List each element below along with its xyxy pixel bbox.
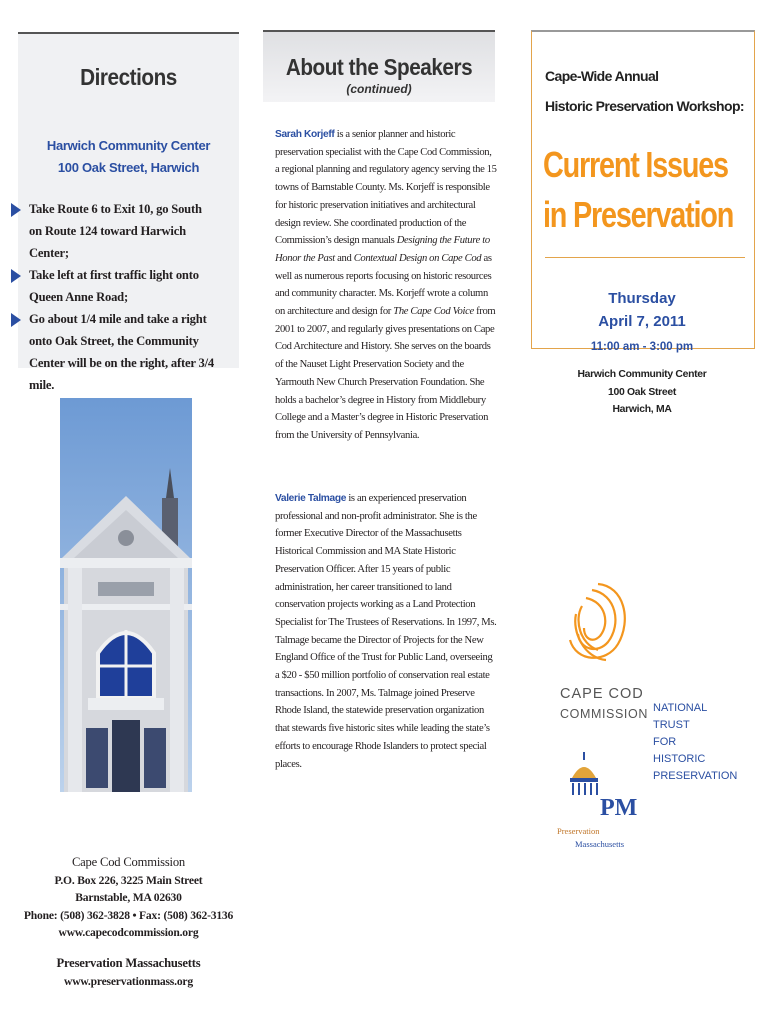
org-website-link[interactable]: www.preservationmass.org <box>64 974 193 988</box>
directions-step: Take left at first traffic light onto Queen Anne Road; <box>9 264 217 308</box>
event-series-line: Historic Preservation Workshop: <box>545 98 744 114</box>
pm-logo-mark: PM <box>600 795 638 821</box>
speakers-title: About the Speakers <box>285 54 473 80</box>
capitol-dome-icon <box>568 752 600 796</box>
event-day: Thursday <box>608 290 676 307</box>
contact-block-pm <box>18 955 239 990</box>
community-center-photo <box>60 398 192 792</box>
org-name: Preservation Massachusetts <box>56 956 201 970</box>
event-series-line: Cape-Wide Annual <box>545 68 659 84</box>
event-title: in Preservation <box>543 194 734 235</box>
org-name: Cape Cod Commission <box>71 855 186 869</box>
contact-block-ccc <box>18 854 239 942</box>
divider <box>545 257 745 258</box>
venue-line: Harwich Community Center <box>577 369 707 380</box>
speaker-bio: Valerie Talmage is an experienced preservation professional and non-profit administrator. She is the former Executive Director of the Massachusetts Historical Commission and MA State Historic Preservation Officer. After 15 years of public administration, her career transitioned to land conservation projects working as a Land Protection Specialist for The Trustees of Reservations. In 1997, Ms. Talmage became the Director of Projects for the New England Office of the Trust for Public Land, overseeing a $20 - $50 million portfolio of conservation real estate transactions. In 2007, Ms. Talmage joined Preserve Rhode Island, the statewide preservation organization that stewards five historic sites while leading the state’s efforts to encourage Rhode Islanders to protect special places. <box>275 493 497 770</box>
org-address-line: Barnstable, MA 02630 <box>75 891 182 904</box>
arrow-right-icon <box>11 313 21 327</box>
directions-steps <box>9 198 217 396</box>
event-time: 11:00 am - 3:00 pm <box>590 341 694 353</box>
venue-line: 100 Oak Street <box>607 387 676 398</box>
directions-location-name: Harwich Community Center <box>46 138 211 153</box>
speaker-name: Valerie Talmage <box>275 493 347 504</box>
org-address-line: P.O. Box 226, 3225 Main Street <box>54 873 203 887</box>
speaker-bio: Sarah Korjeff is a senior planner and historic preservation specialist with the Cape Cod Commission, a regional planning and regulatory agency serving the 15 towns of Barnstable County. Ms. Korjeff is responsible for historic preservation initiatives and architectural design review. She coordinated production of the Commission’s design manuals Designing the Future to Honor the Past and Contextual Design on Cape Cod as well as numerous reports focusing on historic resources and community character. Ms. Korjeff wrote a column on architecture and design for The Cape Cod Voice from 2001 to 2007, and regularly gives presentations on Cape Cod Architecture and History. She serves on the boards of the Nauset Light Preservation Society and the Yarmouth New Church Preservation Foundation. She holds a bachelor’s degree in History from Middlebury College and a Master’s degree in Historic Preservation from the University of Pennsylvania. <box>275 129 497 441</box>
arrow-right-icon <box>11 269 21 283</box>
ccc-swirl-icon <box>562 580 634 672</box>
event-date: April 7, 2011 <box>598 313 686 330</box>
org-phone: Phone: (508) 362-3828 • Fax: (508) 362-3136 <box>23 908 234 922</box>
directions-step: Take Route 6 to Exit 10, go South on Route 124 toward Harwich Center; <box>9 198 217 264</box>
speaker-name: Sarah Korjeff <box>275 129 335 140</box>
ccc-logo-text: COMMISSION <box>560 707 648 721</box>
event-title: Current Issues <box>543 144 728 185</box>
arrow-right-icon <box>11 203 21 217</box>
venue-line: Harwich, MA <box>612 404 672 415</box>
speakers-subtitle: (continued) <box>346 82 412 96</box>
directions-title: Directions <box>80 64 177 90</box>
directions-step: Go about 1/4 mile and take a right onto Oak Street, the Community Center will be on the right, after 3/4 mile. <box>9 308 217 396</box>
ccc-logo-text: CAPE COD <box>560 686 644 702</box>
directions-location-address: 100 Oak Street, Harwich <box>57 160 200 175</box>
org-website-link[interactable]: www.capecodcommission.org <box>58 926 199 939</box>
speakers-header <box>263 30 495 102</box>
